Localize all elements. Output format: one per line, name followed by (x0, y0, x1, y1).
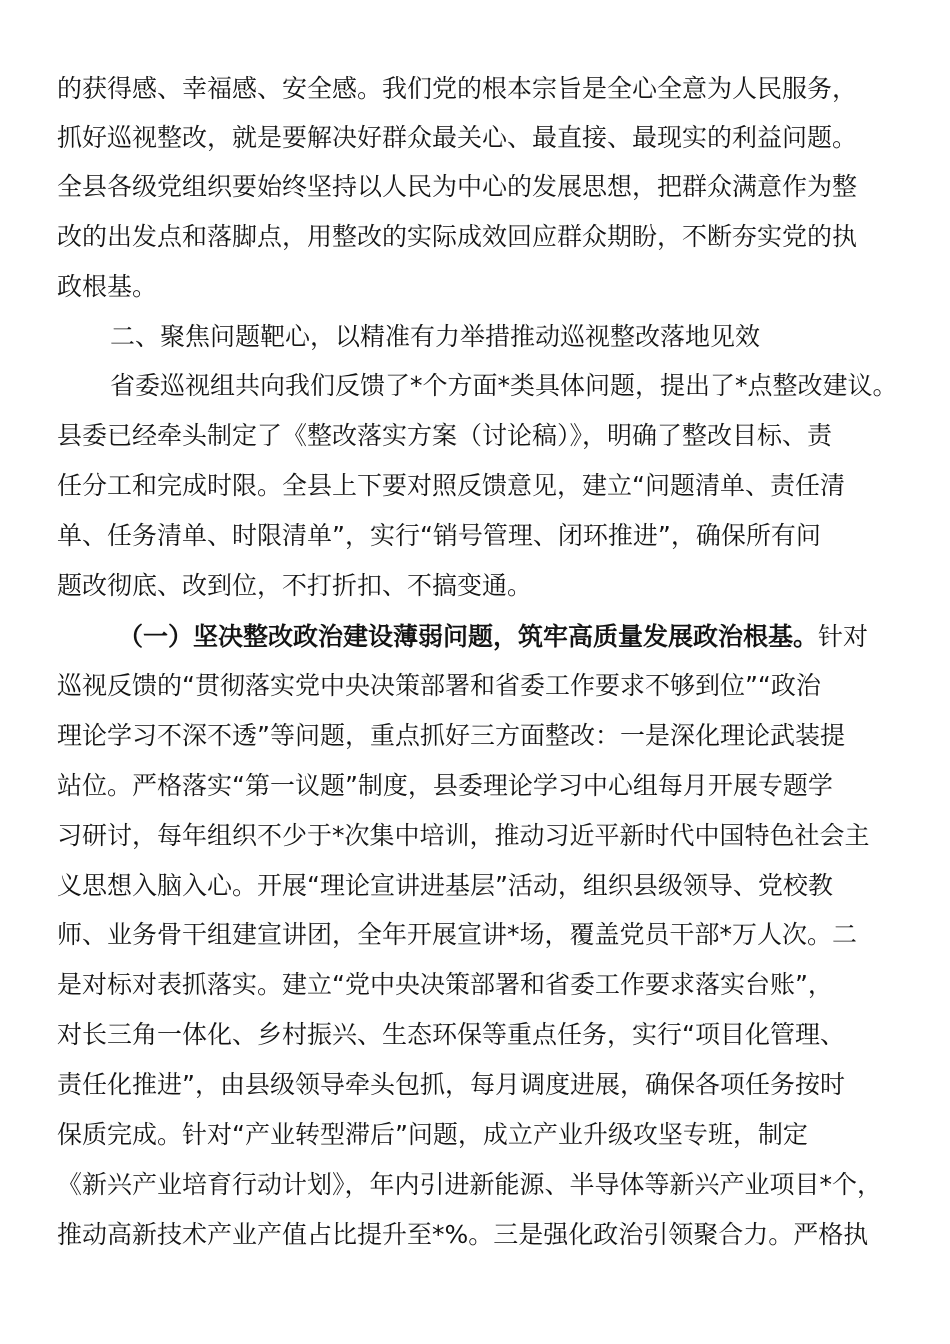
paragraph-2-line-5: 题改彻底、改到位，不打折扣、不搞变通。 (57, 571, 533, 600)
paragraph-1-line-2: 抓好巡视整改，就是要解决好群众最关心、最直接、最现实的利益问题。 (57, 123, 858, 152)
section-heading-2: 二、聚焦问题靶心，以精准有力举措推动巡视整改落地见效 (110, 322, 761, 351)
paragraph-3-line-2: 巡视反馈的“贯彻落实党中央决策部署和省委工作要求不够到位”“政治 (57, 671, 821, 700)
paragraph-3-line-1 (118, 619, 868, 655)
paragraph-3-line-11: 保质完成。针对“产业转型滞后”问题，成立产业升级攻坚专班，制定 (57, 1120, 808, 1149)
paragraph-1-line-4: 改的出发点和落脚点，用整改的实际成效回应群众期盼，不断夯实党的执 (57, 222, 858, 251)
paragraph-3-line-10: 责任化推进”，由县级领导牵头包抓，每月调度进展，确保各项任务按时 (57, 1070, 845, 1099)
paragraph-3-line-4: 站位。严格落实“第一议题”制度，县委理论学习中心组每月开展专题学 (57, 771, 833, 800)
paragraph-2-line-3: 任分工和完成时限。全县上下要对照反馈意见，建立“问题清单、责任清 (57, 471, 845, 500)
paragraph-3-line-5: 习研讨，每年组织不少于*次集中培训，推动习近平新时代中国特色社会主 (57, 821, 870, 850)
paragraph-2-line-1: 省委巡视组共向我们反馈了*个方面*类具体问题，提出了*点整改建议。 (110, 371, 898, 400)
paragraph-3-line-9: 对长三角一体化、乡村振兴、生态环保等重点任务，实行“项目化管理、 (57, 1020, 845, 1049)
paragraph-3-line-8: 是对标对表抓落实。建立“党中央决策部署和省委工作要求落实台账”， (57, 970, 833, 999)
paragraph-1-line-3: 全县各级党组织要始终坚持以人民为中心的发展思想，把群众满意作为整 (57, 172, 858, 201)
paragraph-3-line-7: 师、业务骨干组建宣讲团，全年开展宣讲*场，覆盖党员干部*万人次。二 (57, 920, 858, 949)
paragraph-3-line-3: 理论学习不深不透”等问题，重点抓好三方面整改：一是深化理论武装提 (57, 721, 845, 750)
paragraph-2-line-4: 单、任务清单、时限清单”，实行“销号管理、闭环推进”，确保所有问 (57, 521, 821, 550)
paragraph-1-line-1: 的获得感、幸福感、安全感。我们党的根本宗旨是全心全意为人民服务， (57, 74, 858, 103)
paragraph-3-line-13: 推动高新技术产业产值占比提升至*%。三是强化政治引领聚合力。严格执 (57, 1220, 869, 1249)
subsection-heading-1: （一）坚决整改政治建设薄弱问题，筑牢高质量发展政治根基。 (118, 622, 819, 651)
paragraph-3-line-6: 义思想入脑入心。开展“理论宣讲进基层”活动，组织县级领导、党校教 (57, 871, 833, 900)
paragraph-1-line-5: 政根基。 (57, 272, 158, 301)
paragraph-3-lead-rest: 针对 (818, 622, 869, 651)
paragraph-2-line-2: 县委已经牵头制定了《整改落实方案（讨论稿）》，明确了整改目标、责 (57, 421, 833, 450)
paragraph-3-line-12: 《新兴产业培育行动计划》，年内引进新能源、半导体等新兴产业项目*个， (57, 1170, 883, 1199)
